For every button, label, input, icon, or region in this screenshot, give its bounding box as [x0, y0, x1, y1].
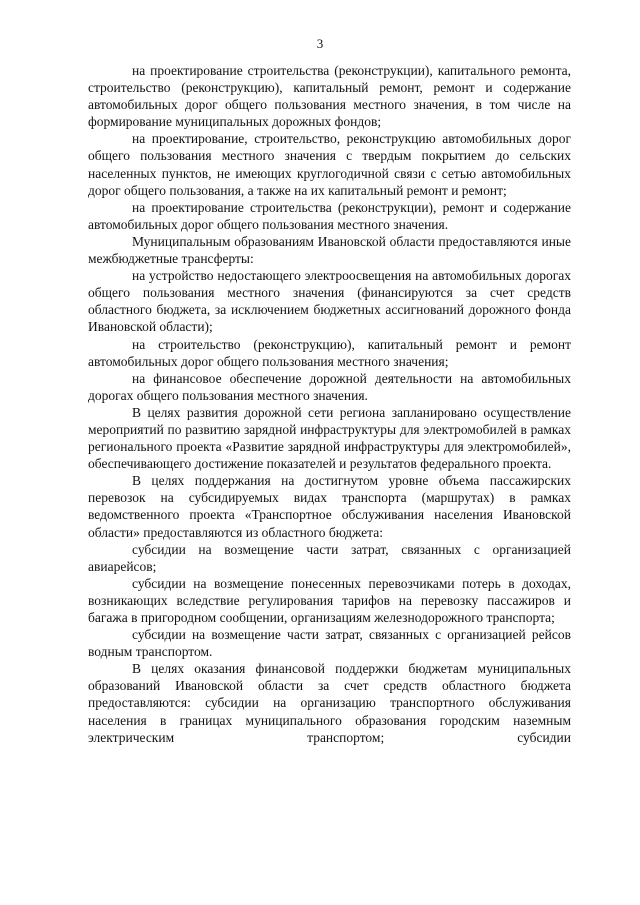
- paragraph-5: на устройство недостающего электроосвещения на автомобильных дорогах общего пользования местного значения (финансируются за счет средств областного бюджета, за исключением бюджетных ассигнований дорожного фонда Ивановской области);: [88, 268, 571, 335]
- document-body: [88, 62, 571, 746]
- page-number: 3: [316, 36, 324, 51]
- paragraph-10: субсидии на возмещение части затрат, связанных с организацией авиарейсов;: [88, 541, 571, 574]
- paragraph-4: Муниципальным образованиям Ивановской области предоставляются иные межбюджетные трансферты:: [88, 233, 571, 267]
- paragraph-13: В целях оказания финансовой поддержки бюджетам муниципальных образований Ивановской области за счет средств областного бюджета предоставляются: субсидии на организацию транспортного обслуживания населения в границах муниципального образования городским наземным электрическим транспортом; субсидии: [88, 661, 571, 745]
- paragraph-7: на финансовое обеспечение дорожной деятельности на автомобильных дорогах общего пользования местного значения.: [88, 370, 571, 403]
- paragraph-8: В целях развития дорожной сети региона запланировано осуществление мероприятий по развитию зарядной инфраструктуры для электромобилей в рамках регионального проекта «Развитие зарядной инфраструктуры для электромобилей», обеспечивающего достижение показателей и результатов федерального проекта.: [88, 404, 571, 472]
- paragraph-3: на проектирование строительства (реконструкции), ремонт и содержание автомобильных дорог общего пользования местного значения.: [88, 199, 571, 232]
- paragraph-2: на проектирование, строительство, реконструкцию автомобильных дорог общего пользования местного значения с твердым покрытием до сельских населенных пунктов, не имеющих круглогодичной связи с сетью автомобильных дорог общего пользования, а также на их капитальный ремонт и ремонт;: [88, 131, 571, 198]
- paragraph-11: субсидии на возмещение понесенных перевозчиками потерь в доходах, возникающих вследствие регулирования тарифов на перевозку пассажиров и багажа в пригородном сообщении, организациям железнодорожного транспорта;: [88, 575, 571, 625]
- paragraph-9: В целях поддержания на достигнутом уровне объема пассажирских перевозок на субсидируемых видах транспорта (маршрутах) в рамках ведомственного проекта «Транспортное обслуживания населения Ивановской области» предоставляются из областного бюджета:: [88, 473, 571, 540]
- paragraph-1: на проектирование строительства (реконструкции), капитального ремонта, строительство (реконструкцию), капитальный ремонт, ремонт и содержание автомобильных дорог общего пользования местного значения, в том числе на формирование муниципальных дорожных фондов;: [88, 63, 571, 130]
- paragraph-6: на строительство (реконструкцию), капитальный ремонт и ремонт автомобильных дорог общего пользования местного значения;: [88, 336, 571, 369]
- paragraph-12: субсидии на возмещение части затрат, связанных с организацией рейсов водным транспортом.: [88, 627, 571, 660]
